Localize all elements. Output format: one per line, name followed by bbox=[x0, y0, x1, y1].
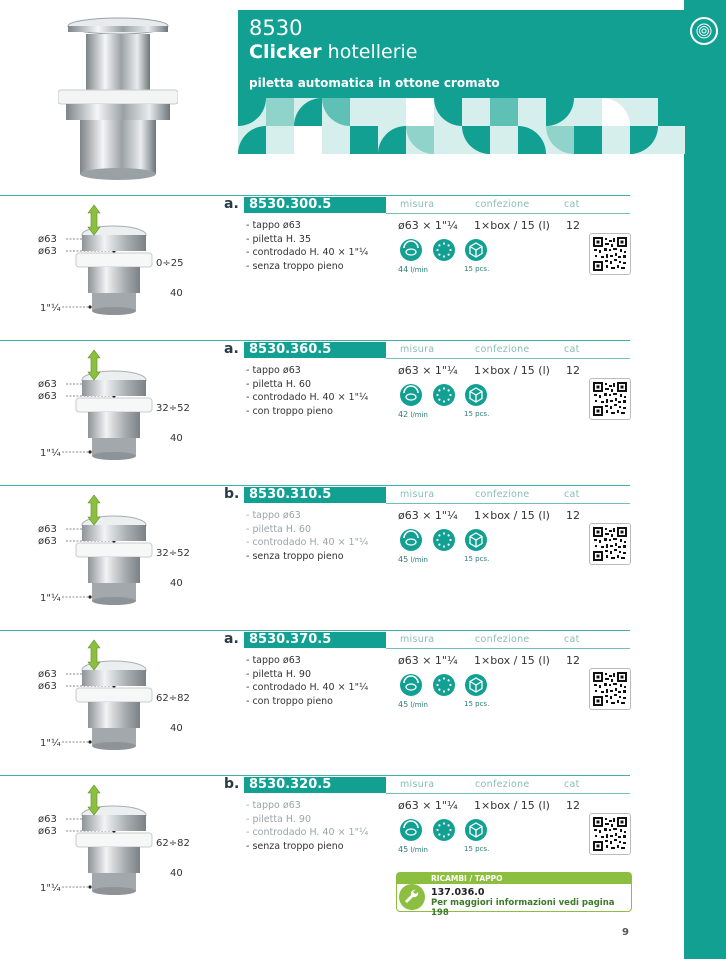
dim-nut: 40 bbox=[170, 868, 183, 879]
col-size-header: misura bbox=[400, 779, 435, 790]
spec-item: - piletta H. 60 bbox=[246, 523, 311, 535]
spare-code: 137.036.0 bbox=[431, 887, 485, 898]
cat-value: 12 bbox=[566, 509, 580, 522]
section-rule bbox=[0, 340, 630, 341]
spec-item: - controdado H. 40 × 1"¼ bbox=[246, 537, 369, 548]
flow-value: 45 bbox=[398, 555, 409, 564]
flow-unit: l/min bbox=[410, 846, 428, 854]
spec-item: - controdado H. 40 × 1"¼ bbox=[246, 247, 369, 258]
flow-unit: l/min bbox=[410, 701, 428, 709]
technical-drawing bbox=[36, 348, 196, 478]
product-block bbox=[0, 340, 690, 485]
flow-caption bbox=[398, 845, 428, 854]
spec-item: - tappo ø63 bbox=[246, 800, 301, 811]
spec-item: - tappo ø63 bbox=[246, 510, 301, 521]
dots-icon bbox=[433, 384, 455, 406]
spec-item: - tappo ø63 bbox=[246, 220, 301, 231]
variant-letter: a. bbox=[224, 631, 239, 647]
dim-top-2: ø63 bbox=[38, 681, 57, 692]
spec-list bbox=[246, 654, 368, 708]
col-pack-header: confezione bbox=[475, 199, 530, 210]
product-code: 8530.310.5 bbox=[244, 487, 386, 503]
flow-caption bbox=[398, 555, 428, 564]
pack-value: 1×box / 15 (l) bbox=[474, 654, 550, 667]
size-value: ø63 × 1"¼ bbox=[398, 799, 458, 812]
section-rule bbox=[0, 630, 630, 631]
dim-thread: 1"¼ bbox=[40, 303, 61, 314]
brand-logo-icon bbox=[690, 17, 718, 45]
spec-item: - controdado H. 40 × 1"¼ bbox=[246, 392, 369, 403]
col-size-header: misura bbox=[400, 344, 435, 355]
dim-thread: 1"¼ bbox=[40, 448, 61, 459]
product-code: 8530.370.5 bbox=[244, 632, 386, 648]
flow-icon bbox=[400, 819, 422, 841]
variant-letter: b. bbox=[224, 776, 240, 792]
size-value: ø63 × 1"¼ bbox=[398, 219, 458, 232]
dim-nut: 40 bbox=[170, 723, 183, 734]
pack-value: 1×box / 15 (l) bbox=[474, 219, 550, 232]
spare-part-box bbox=[396, 872, 632, 918]
dim-top-1: ø63 bbox=[38, 379, 57, 390]
flow-caption bbox=[398, 700, 428, 709]
flow-caption bbox=[398, 265, 428, 274]
dim-top-2: ø63 bbox=[38, 536, 57, 547]
dim-height: 32÷52 bbox=[156, 548, 190, 559]
spec-item: - piletta H. 60 bbox=[246, 378, 311, 390]
page-subtitle: piletta automatica in ottone cromato bbox=[249, 76, 500, 90]
box-icon bbox=[465, 819, 487, 841]
spec-item: - piletta H. 90 bbox=[246, 813, 311, 825]
header-rule bbox=[386, 793, 630, 794]
col-cat-header: cat bbox=[564, 634, 580, 645]
pcs-caption: 15 pcs. bbox=[464, 265, 490, 273]
dim-top-1: ø63 bbox=[38, 524, 57, 535]
box-icon bbox=[465, 384, 487, 406]
qr-code[interactable] bbox=[589, 378, 631, 420]
flow-unit: l/min bbox=[410, 556, 428, 564]
spec-item: - con troppo pieno bbox=[246, 695, 333, 707]
dim-height: 0÷25 bbox=[156, 258, 184, 269]
section-rule bbox=[0, 485, 630, 486]
cat-value: 12 bbox=[566, 654, 580, 667]
product-block bbox=[0, 195, 690, 340]
page-header bbox=[238, 10, 685, 98]
technical-drawing bbox=[36, 493, 196, 623]
dim-top-2: ø63 bbox=[38, 391, 57, 402]
pcs-caption: 15 pcs. bbox=[464, 845, 490, 853]
product-block bbox=[0, 485, 690, 630]
product-code: 8530.300.5 bbox=[244, 197, 386, 213]
dots-icon bbox=[433, 529, 455, 551]
technical-drawing bbox=[36, 638, 196, 768]
spec-item: - senza troppo pieno bbox=[246, 840, 344, 852]
size-value: ø63 × 1"¼ bbox=[398, 364, 458, 377]
spec-item: - controdado H. 40 × 1"¼ bbox=[246, 682, 369, 693]
box-icon bbox=[465, 529, 487, 551]
dim-top-1: ø63 bbox=[38, 814, 57, 825]
flow-icon bbox=[400, 529, 422, 551]
spec-item: - senza troppo pieno bbox=[246, 550, 344, 562]
spec-item: - con troppo pieno bbox=[246, 405, 333, 417]
col-cat-header: cat bbox=[564, 779, 580, 790]
technical-drawing bbox=[36, 203, 196, 333]
flow-icon bbox=[400, 674, 422, 696]
size-value: ø63 × 1"¼ bbox=[398, 509, 458, 522]
spec-item: - controdado H. 40 × 1"¼ bbox=[246, 827, 369, 838]
dim-top-2: ø63 bbox=[38, 246, 57, 257]
dim-thread: 1"¼ bbox=[40, 738, 61, 749]
decorative-pattern bbox=[238, 98, 685, 154]
page-title bbox=[249, 41, 418, 63]
dim-height: 62÷82 bbox=[156, 838, 190, 849]
col-cat-header: cat bbox=[564, 344, 580, 355]
header-rule bbox=[386, 358, 630, 359]
flow-unit: l/min bbox=[410, 266, 428, 274]
flow-value: 45 bbox=[398, 700, 409, 709]
variant-letter: b. bbox=[224, 486, 240, 502]
section-rule bbox=[0, 775, 630, 776]
product-block bbox=[0, 630, 690, 775]
qr-code-icon bbox=[593, 817, 627, 851]
qr-code-icon bbox=[593, 527, 627, 561]
spec-list bbox=[246, 509, 368, 563]
col-size-header: misura bbox=[400, 199, 435, 210]
flow-value: 44 bbox=[398, 265, 409, 274]
spec-item: - tappo ø63 bbox=[246, 655, 301, 666]
flow-icon bbox=[400, 384, 422, 406]
cat-value: 12 bbox=[566, 219, 580, 232]
pcs-caption: 15 pcs. bbox=[464, 555, 490, 563]
wrench-icon bbox=[399, 884, 425, 910]
pcs-caption: 15 pcs. bbox=[464, 700, 490, 708]
spec-item: - tappo ø63 bbox=[246, 365, 301, 376]
spare-heading: RICAMBI / TAPPO bbox=[397, 873, 631, 884]
flow-value: 42 bbox=[398, 410, 409, 419]
box-icon bbox=[465, 674, 487, 696]
header-rule bbox=[386, 213, 630, 214]
flow-caption bbox=[398, 410, 428, 419]
pack-value: 1×box / 15 (l) bbox=[474, 364, 550, 377]
spec-item: - piletta H. 35 bbox=[246, 233, 311, 245]
qr-code[interactable] bbox=[589, 668, 631, 710]
col-pack-header: confezione bbox=[475, 634, 530, 645]
dim-top-1: ø63 bbox=[38, 234, 57, 245]
product-code: 8530.360.5 bbox=[244, 342, 386, 358]
variant-letter: a. bbox=[224, 196, 239, 212]
spec-list bbox=[246, 364, 368, 418]
dots-icon bbox=[433, 674, 455, 696]
header-rule bbox=[386, 648, 630, 649]
qr-code-icon bbox=[593, 672, 627, 706]
technical-drawing bbox=[36, 783, 196, 913]
col-pack-header: confezione bbox=[475, 779, 530, 790]
flow-value: 45 bbox=[398, 845, 409, 854]
pack-value: 1×box / 15 (l) bbox=[474, 799, 550, 812]
col-size-header: misura bbox=[400, 489, 435, 500]
dim-height: 32÷52 bbox=[156, 403, 190, 414]
qr-code-icon bbox=[593, 237, 627, 271]
dots-icon bbox=[433, 819, 455, 841]
dim-thread: 1"¼ bbox=[40, 883, 61, 894]
flow-unit: l/min bbox=[410, 411, 428, 419]
page-number: 9 bbox=[622, 927, 629, 938]
dim-thread: 1"¼ bbox=[40, 593, 61, 604]
spec-list bbox=[246, 219, 368, 273]
qr-code[interactable] bbox=[589, 233, 631, 275]
spare-info[interactable]: Per maggiori informazioni vedi pagina 198 bbox=[431, 898, 615, 918]
title-rest: hotellerie bbox=[321, 41, 418, 63]
product-hero-image bbox=[58, 14, 178, 184]
flow-icon bbox=[400, 239, 422, 261]
pack-value: 1×box / 15 (l) bbox=[474, 509, 550, 522]
product-code: 8530.320.5 bbox=[244, 777, 386, 793]
header-rule bbox=[386, 503, 630, 504]
spec-list bbox=[246, 799, 368, 853]
dots-icon bbox=[433, 239, 455, 261]
col-pack-header: confezione bbox=[475, 489, 530, 500]
spec-item: - senza troppo pieno bbox=[246, 260, 344, 272]
spec-item: - piletta H. 90 bbox=[246, 668, 311, 680]
dim-nut: 40 bbox=[170, 433, 183, 444]
box-icon bbox=[465, 239, 487, 261]
col-cat-header: cat bbox=[564, 199, 580, 210]
dim-nut: 40 bbox=[170, 288, 183, 299]
col-size-header: misura bbox=[400, 634, 435, 645]
dim-nut: 40 bbox=[170, 578, 183, 589]
cat-value: 12 bbox=[566, 364, 580, 377]
dim-height: 62÷82 bbox=[156, 693, 190, 704]
variant-letter: a. bbox=[224, 341, 239, 357]
cat-value: 12 bbox=[566, 799, 580, 812]
size-value: ø63 × 1"¼ bbox=[398, 654, 458, 667]
qr-code-icon bbox=[593, 382, 627, 416]
pcs-caption: 15 pcs. bbox=[464, 410, 490, 418]
title-bold: Clicker bbox=[249, 41, 322, 63]
dim-top-1: ø63 bbox=[38, 669, 57, 680]
qr-code[interactable] bbox=[589, 523, 631, 565]
series-code: 8530 bbox=[249, 16, 303, 40]
dim-top-2: ø63 bbox=[38, 826, 57, 837]
section-rule bbox=[0, 195, 630, 196]
col-cat-header: cat bbox=[564, 489, 580, 500]
side-band bbox=[684, 0, 726, 959]
col-pack-header: confezione bbox=[475, 344, 530, 355]
qr-code[interactable] bbox=[589, 813, 631, 855]
